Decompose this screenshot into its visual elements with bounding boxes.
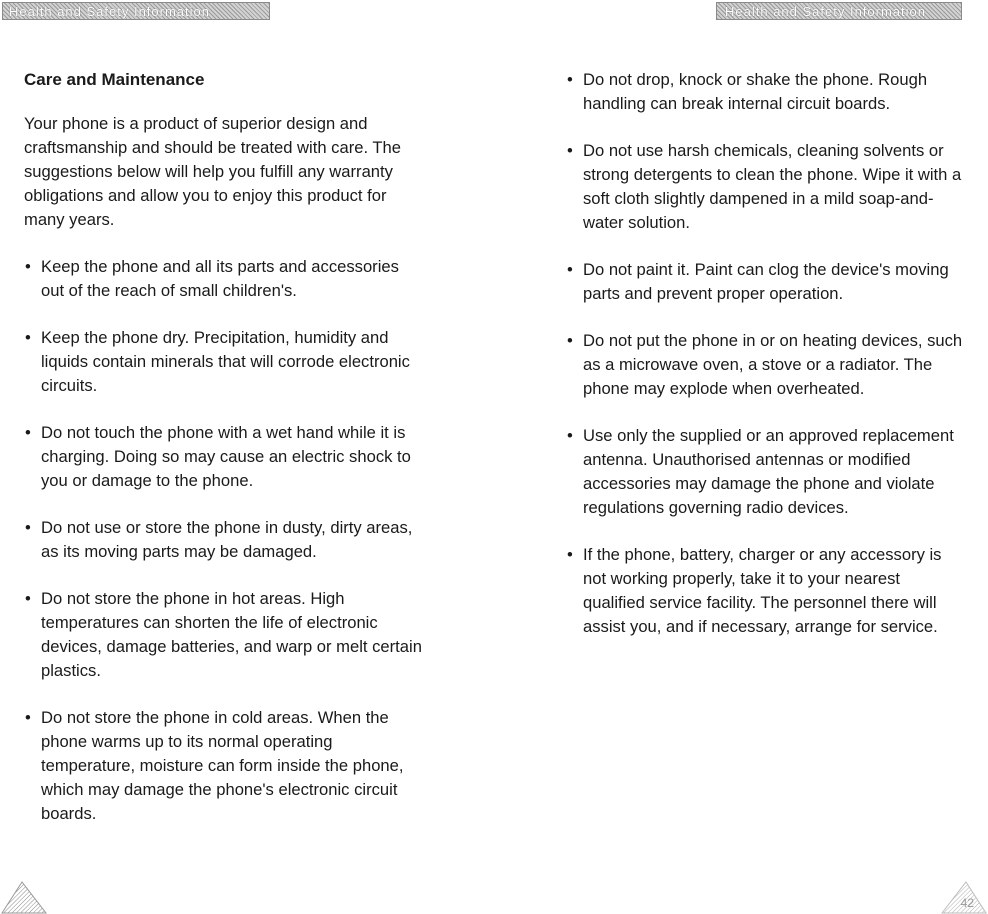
list-item bbox=[566, 543, 966, 639]
list-item bbox=[566, 424, 966, 520]
left-page-column bbox=[24, 64, 424, 849]
bullet-icon: • bbox=[25, 708, 31, 727]
list-item bbox=[566, 68, 966, 116]
bullet-icon: • bbox=[25, 589, 31, 608]
intro-paragraph: Your phone is a product of superior design and craftsmanship and should be treated with care. The suggestions below will help you fulfill any warranty obligations and allow you to enjoy this product for many years. bbox=[24, 114, 401, 229]
bullet-icon: • bbox=[25, 328, 31, 347]
list-item bbox=[24, 516, 424, 564]
header-title-right: Health and Safety Information bbox=[725, 4, 926, 19]
bullet-icon: • bbox=[567, 141, 573, 160]
list-item-text: Do not drop, knock or shake the phone. Rough handling can break internal circuit boards. bbox=[583, 70, 928, 113]
list-item bbox=[24, 326, 424, 398]
list-item-text: Do not put the phone in or on heating devices, such as a microwave oven, a stove or a radiator. The phone may explode when overheated. bbox=[583, 331, 963, 398]
list-item-text: Use only the supplied or an approved replacement antenna. Unauthorised antennas or modified accessories may damage the phone and violate regulations governing radio devices. bbox=[583, 426, 954, 517]
list-item-text: Do not touch the phone with a wet hand while it is charging. Doing so may cause an electric shock to you or damage to the phone. bbox=[41, 423, 411, 490]
bullet-icon: • bbox=[567, 331, 573, 350]
list-item-text: Do not store the phone in cold areas. When the phone warms up to its normal operating temperature, moisture can form inside the phone, which may damage the phone's electronic circuit boards. bbox=[41, 708, 404, 823]
bullet-icon: • bbox=[567, 426, 573, 445]
list-item bbox=[24, 706, 424, 826]
page-corner-triangle-left-icon bbox=[0, 878, 48, 914]
header-title-left: Health and Safety Information bbox=[9, 4, 210, 19]
bullet-icon: • bbox=[25, 518, 31, 537]
list-item bbox=[24, 587, 424, 683]
list-item-text: Do not store the phone in hot areas. High temperatures can shorten the life of electronic devices, damage batteries, and warp or melt certain plastics. bbox=[41, 589, 422, 680]
section-title: Care and Maintenance bbox=[24, 70, 205, 89]
list-item bbox=[566, 329, 966, 401]
list-item-text: Keep the phone and all its parts and accessories out of the reach of small children's. bbox=[41, 257, 399, 300]
page-number: 42 bbox=[960, 896, 974, 910]
list-item-text: Do not use or store the phone in dusty, dirty areas, as its moving parts may be damaged. bbox=[41, 518, 413, 561]
right-page-column bbox=[566, 64, 966, 662]
list-item bbox=[24, 421, 424, 493]
header-band-left bbox=[2, 2, 270, 20]
list-item-text: If the phone, battery, charger or any accessory is not working properly, take it to your nearest qualified service facility. The personnel there will assist you, and if necessary, arrange for service. bbox=[583, 545, 942, 636]
list-item bbox=[566, 139, 966, 235]
bullet-icon: • bbox=[25, 423, 31, 442]
list-item bbox=[24, 255, 424, 303]
header-band-right bbox=[716, 2, 962, 20]
bullet-icon: • bbox=[567, 545, 573, 564]
list-item bbox=[566, 258, 966, 306]
bullet-icon: • bbox=[567, 70, 573, 89]
list-item-text: Keep the phone dry. Precipitation, humidity and liquids contain minerals that will corrode electronic circuits. bbox=[41, 328, 410, 395]
bullet-icon: • bbox=[25, 257, 31, 276]
list-item-text: Do not paint it. Paint can clog the device's moving parts and prevent proper operation. bbox=[583, 260, 949, 303]
list-item-text: Do not use harsh chemicals, cleaning solvents or strong detergents to clean the phone. Wipe it with a soft cloth slightly dampened in a mild soap-and-water solution. bbox=[583, 141, 962, 232]
bullet-icon: • bbox=[567, 260, 573, 279]
